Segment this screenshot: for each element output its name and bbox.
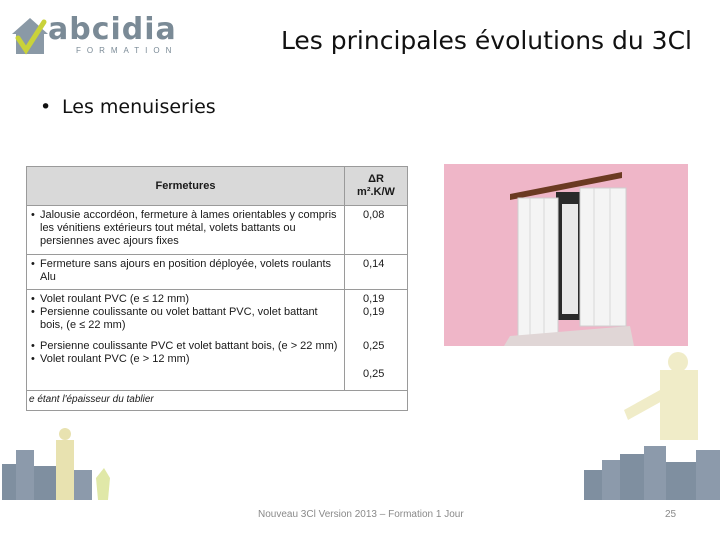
row-item: • Volet roulant PVC (e ≤ 12 mm) — [31, 293, 340, 306]
table-footnote: e étant l'épaisseur du tablier — [29, 394, 154, 405]
row-item: • Fermeture sans ajours en position déployée, volets roulants Alu — [31, 258, 340, 284]
row-value: 0,08 — [363, 209, 385, 221]
row-value: 0,19 — [363, 293, 385, 305]
logo — [10, 14, 180, 56]
page-number: 25 — [665, 509, 677, 520]
slide-title: Les principales évolutions du 3Cl — [280, 26, 692, 55]
logo-text: abcidia — [48, 12, 177, 47]
row-value: 0,25 — [363, 368, 385, 380]
table-header — [27, 167, 407, 206]
header-closures: Fermetures — [27, 167, 345, 205]
footer-text: Nouveau 3Cl Version 2013 – Formation 1 Jour — [258, 509, 464, 520]
shutter-photo — [444, 164, 688, 346]
row-item: • Volet roulant PVC (e > 12 mm) — [31, 353, 340, 366]
row-item: • Jalousie accordéon, fermeture à lames orientables y compris les vénitiens extérieurs tout métal, volets battants ou persiennes avec ajours fixes — [31, 209, 340, 248]
row-item: • Persienne coulissante ou volet battant PVC, volet battant bois, (e ≤ 22 mm) — [31, 306, 340, 332]
bullet-text: Les menuiseries — [62, 96, 216, 118]
skyline-left-illustration — [0, 420, 130, 500]
row-value: 0,14 — [363, 258, 385, 270]
skyline-right-illustration — [584, 350, 720, 500]
logo-subtitle: FORMATION — [76, 46, 178, 55]
row-value: 0,25 — [363, 340, 385, 352]
closures-table — [26, 166, 408, 411]
logo-house-icon — [10, 14, 50, 56]
table-row — [27, 206, 407, 255]
table-row — [27, 255, 407, 290]
row-item: • Persienne coulissante PVC et volet battant bois, (e > 22 mm) — [31, 340, 340, 353]
row-value: 0,19 — [363, 306, 385, 318]
header-delta-r: ΔR m².K/W — [357, 173, 395, 198]
table-row — [27, 290, 407, 391]
bullet-item: • Les menuiseries — [40, 96, 216, 118]
